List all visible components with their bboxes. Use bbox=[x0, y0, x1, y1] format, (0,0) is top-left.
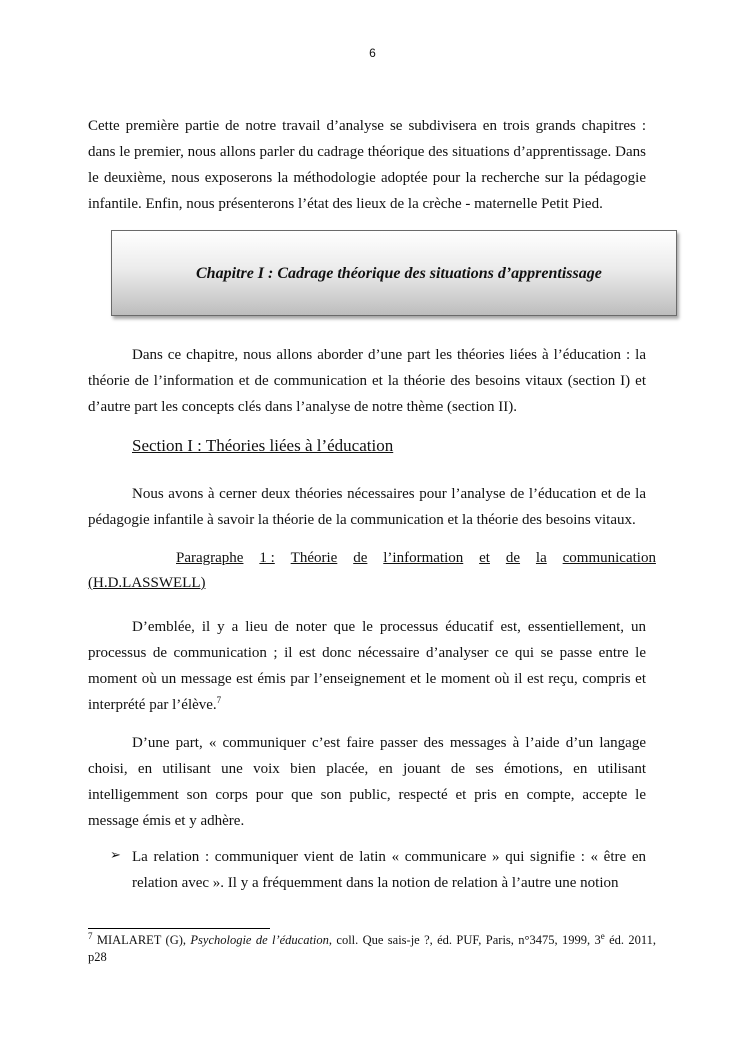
footnote-book-title: Psychologie de l’éducation bbox=[190, 933, 329, 947]
paragraph-heading-word: l’information bbox=[383, 550, 464, 566]
paragraph-heading-word: Paragraphe bbox=[176, 550, 244, 566]
footnote-reference[interactable]: 7 bbox=[216, 695, 222, 705]
footnote-edition-sup: e bbox=[600, 930, 605, 941]
paragraph-heading-word: de bbox=[505, 550, 521, 566]
chapter-intro: Dans ce chapitre, nous allons aborder d’une part les théories liées à l’éducation : la théorie de l’information et de communication et la théorie des besoins vitaux (section I) et d’autre part les concepts clés dans l’analyse de notre thème (section II). bbox=[88, 347, 646, 415]
footnote-publication: , coll. Que sais-je ?, éd. PUF, Paris, n°3475, 1999, 3 bbox=[328, 933, 601, 947]
paragraph-heading bbox=[176, 550, 656, 567]
intro-paragraph-block bbox=[88, 113, 646, 217]
paragraph-heading-author: (H.D.LASSWELL) bbox=[88, 575, 206, 591]
paragraph-heading-word: communication bbox=[562, 550, 656, 566]
footnote-number: 7 bbox=[88, 930, 93, 941]
body-paragraph-2: D’une part, « communiquer c’est faire passer des messages à l’aide d’un langage choisi, en utilisant une voix bien placée, en jouant de ses émotions, en utilisant intelligemment son corps pour que son public, respecté et pris en compte, accepte le message émis et y adhère. bbox=[88, 735, 646, 829]
footnote bbox=[88, 932, 656, 966]
chapter-title: Chapitre I : Cadrage théorique des situations d’apprentissage bbox=[196, 265, 602, 282]
paragraph-heading-word: la bbox=[535, 550, 547, 566]
page-number: 6 bbox=[369, 46, 376, 60]
intro-paragraph: Cette première partie de notre travail d’analyse se subdivisera en trois grands chapitres : dans le premier, nous allons parler du cadrage théorique des situations d’apprentissage. Dans le deuxième, nous exposerons la méthodologie adoptée pour la recherche sur la pédagogie infantile. Enfin, nous présenterons l’état des lieux de la crèche - maternelle Petit Pied. bbox=[88, 118, 646, 212]
paragraph-heading-word: et bbox=[479, 550, 490, 566]
section-intro: Nous avons à cerner deux théories nécessaires pour l’analyse de l’éducation et de la pédagogie infantile à savoir la théorie de la communication et la théorie des besoins vitaux. bbox=[88, 486, 646, 528]
footnote-author: MIALARET (G), bbox=[92, 933, 191, 947]
paragraph-heading-word: Théorie bbox=[290, 550, 338, 566]
footnote-end: éd. 2011, p28 bbox=[88, 933, 657, 964]
arrow-bullet-icon: ➢ bbox=[110, 847, 121, 862]
bullet-item bbox=[132, 844, 646, 896]
footnote-divider bbox=[88, 928, 270, 929]
paragraph-heading-word: de bbox=[353, 550, 368, 566]
section-intro-block bbox=[88, 481, 646, 533]
section-title: Section I : Théories liées à l’éducation bbox=[132, 436, 394, 455]
body-paragraph-2-block bbox=[88, 730, 646, 834]
paragraph-heading-word: 1 : bbox=[259, 550, 275, 566]
bullet-text: La relation : communiquer vient de latin « communicare » qui signifie : « être en relation avec ». Il y a fréquemment dans la notion de relation à l’autre une notion bbox=[132, 849, 646, 891]
body-paragraph-1-block bbox=[88, 614, 646, 718]
body-paragraph-1 bbox=[88, 614, 646, 718]
body-paragraph-1-text: D’emblée, il y a lieu de noter que le processus éducatif est, essentiellement, un processus de communication ; il est donc nécessaire d’analyser ce qui se passe entre le moment où un message est émis par l’enseignement et le moment où il est reçu, compris et interprété par l’élève. bbox=[88, 619, 646, 713]
chapter-intro-block bbox=[88, 342, 646, 420]
chapter-title-box bbox=[111, 230, 677, 316]
